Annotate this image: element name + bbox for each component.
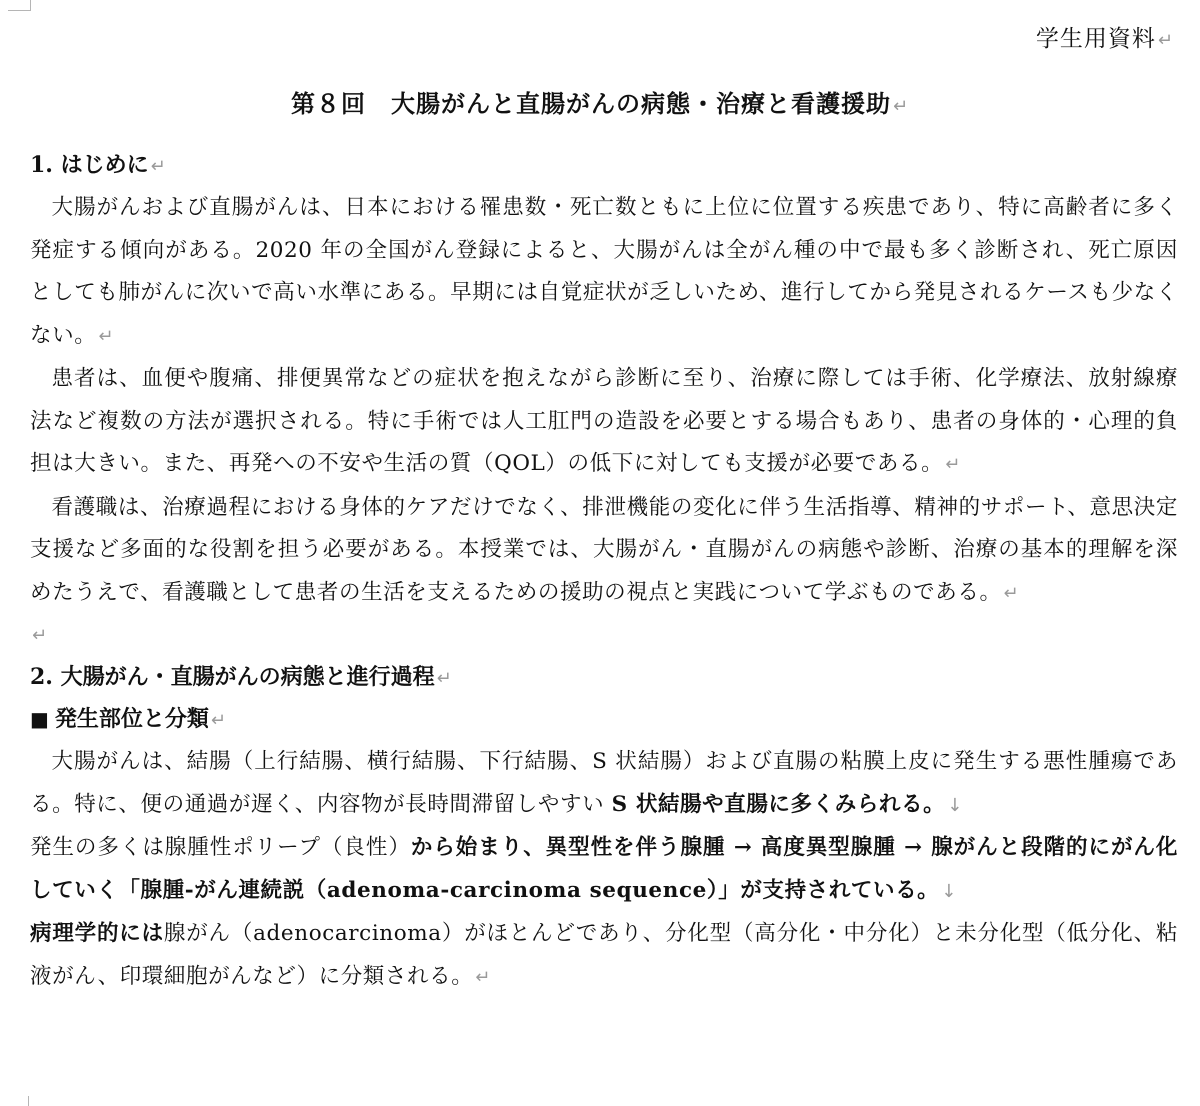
section-2-paragraph-2[interactable]: 発生の多くは腺腫性ポリープ（良性）から始まり、異型性を伴う腺腫 → 高度異型腺腫 → 腺がんと段階的にがん化していく「腺腫-がん連続説（adenoma-carcinoma sequence）」が支持されている。 ↓ <box>30 835 1178 903</box>
paragraph-mark-icon: ↵ <box>1003 582 1020 604</box>
paragraph-mark-icon: ↵ <box>436 668 452 689</box>
paragraph-mark-icon: ↵ <box>945 454 961 475</box>
bold-text: 病理学的には <box>30 921 164 946</box>
empty-paragraph[interactable] <box>30 615 1178 657</box>
bold-text: から始まり、異型性を伴う腺腫 → 高度異型腺腫 → 腺がんと段階的にがん化していく「腺腫-がん連続説（adenoma-carcinoma sequence）」が支持されている。 <box>30 835 1178 903</box>
bold-text: S 状結腸や直腸に多くみられる。 <box>611 791 946 817</box>
section-1-paragraph-1[interactable]: 大腸がんおよび直腸がんは、日本における罹患数・死亡数ともに上位に位置する疾患であり、特に高齢者に多く発症する傾向がある。2020 年の全国がん登録によると、大腸がんは全がん種の中で最も多く診断され、死亡原因としても肺がんに次いで高い水準にある。早期には自覚症状が乏しいため、進行してから発見されるケースも少なくない。 ↵ <box>30 195 1178 348</box>
document-body[interactable] <box>30 145 1178 999</box>
section-1-paragraph-2[interactable]: 患者は、血便や腹痛、排便異常などの症状を抱えながら診断に至り、治療に際しては手術、化学療法、放射線療法など複数の方法が選択される。特に手術では人工肛門の造設を必要とする場合もあり、患者の身体的・心理的負担は大きい。また、再発への不安や生活の質（QOL）の低下に対しても支援が必要である。 ↵ <box>30 366 1178 476</box>
crop-mark-bottom-left <box>28 1096 30 1106</box>
paragraph-mark-icon: ↵ <box>1157 30 1174 51</box>
section-1-heading[interactable]: 1. はじめに ↵ <box>30 152 166 178</box>
header-label[interactable]: 学生用資料 ↵ <box>1035 26 1174 52</box>
paragraph-mark-icon: ↵ <box>150 156 166 177</box>
paragraph-mark-icon: ↵ <box>210 710 227 731</box>
document-title[interactable]: 第８回 大腸がんと直腸がんの病態・治療と看護援助 ↵ <box>290 89 910 118</box>
section-1-paragraph-3[interactable]: 看護職は、治療過程における身体的ケアだけでなく、排泄機能の変化に伴う生活指導、精神的サポート、意思決定支援など多面的な役割を担う必要がある。本授業では、大腸がん・直腸がんの病態や診断、治療の基本的理解を深めたうえで、看護職として患者の生活を支えるための援助の視点と実践について学ぶものである。 ↵ <box>30 494 1178 605</box>
subsection-heading[interactable]: ■ 発生部位と分類 ↵ <box>30 706 227 732</box>
paragraph-mark-icon: ↵ <box>892 96 910 117</box>
paragraph-mark-icon: ↵ <box>475 966 491 988</box>
crop-mark-top-left <box>8 0 31 11</box>
paragraph-mark-icon: ↵ <box>98 325 114 347</box>
section-2-paragraph-1[interactable]: 大腸がんは、結腸（上行結腸、横行結腸、下行結腸、S 状結腸）および直腸の粘膜上皮に発生する悪性腫瘍である。特に、便の通過が遅く、内容物が長時間滞留しやすい S 状結腸や直腸に多くみられる。 ↓ <box>30 749 1178 817</box>
square-bullet-icon: ■ <box>30 707 49 731</box>
line-break-mark-icon: ↓ <box>947 794 963 816</box>
paragraph-mark-icon: ↵ <box>32 625 48 646</box>
section-2-heading[interactable]: 2. 大腸がん・直腸がんの病態と進行過程 ↵ <box>30 664 452 690</box>
line-break-mark-icon: ↓ <box>941 880 957 902</box>
section-2-paragraph-3[interactable]: 病理学的には腺がん（adenocarcinoma）がほとんどであり、分化型（高分化・中分化）と未分化型（低分化、粘液がん、印環細胞がんなど）に分類される。 ↵ <box>30 921 1179 989</box>
